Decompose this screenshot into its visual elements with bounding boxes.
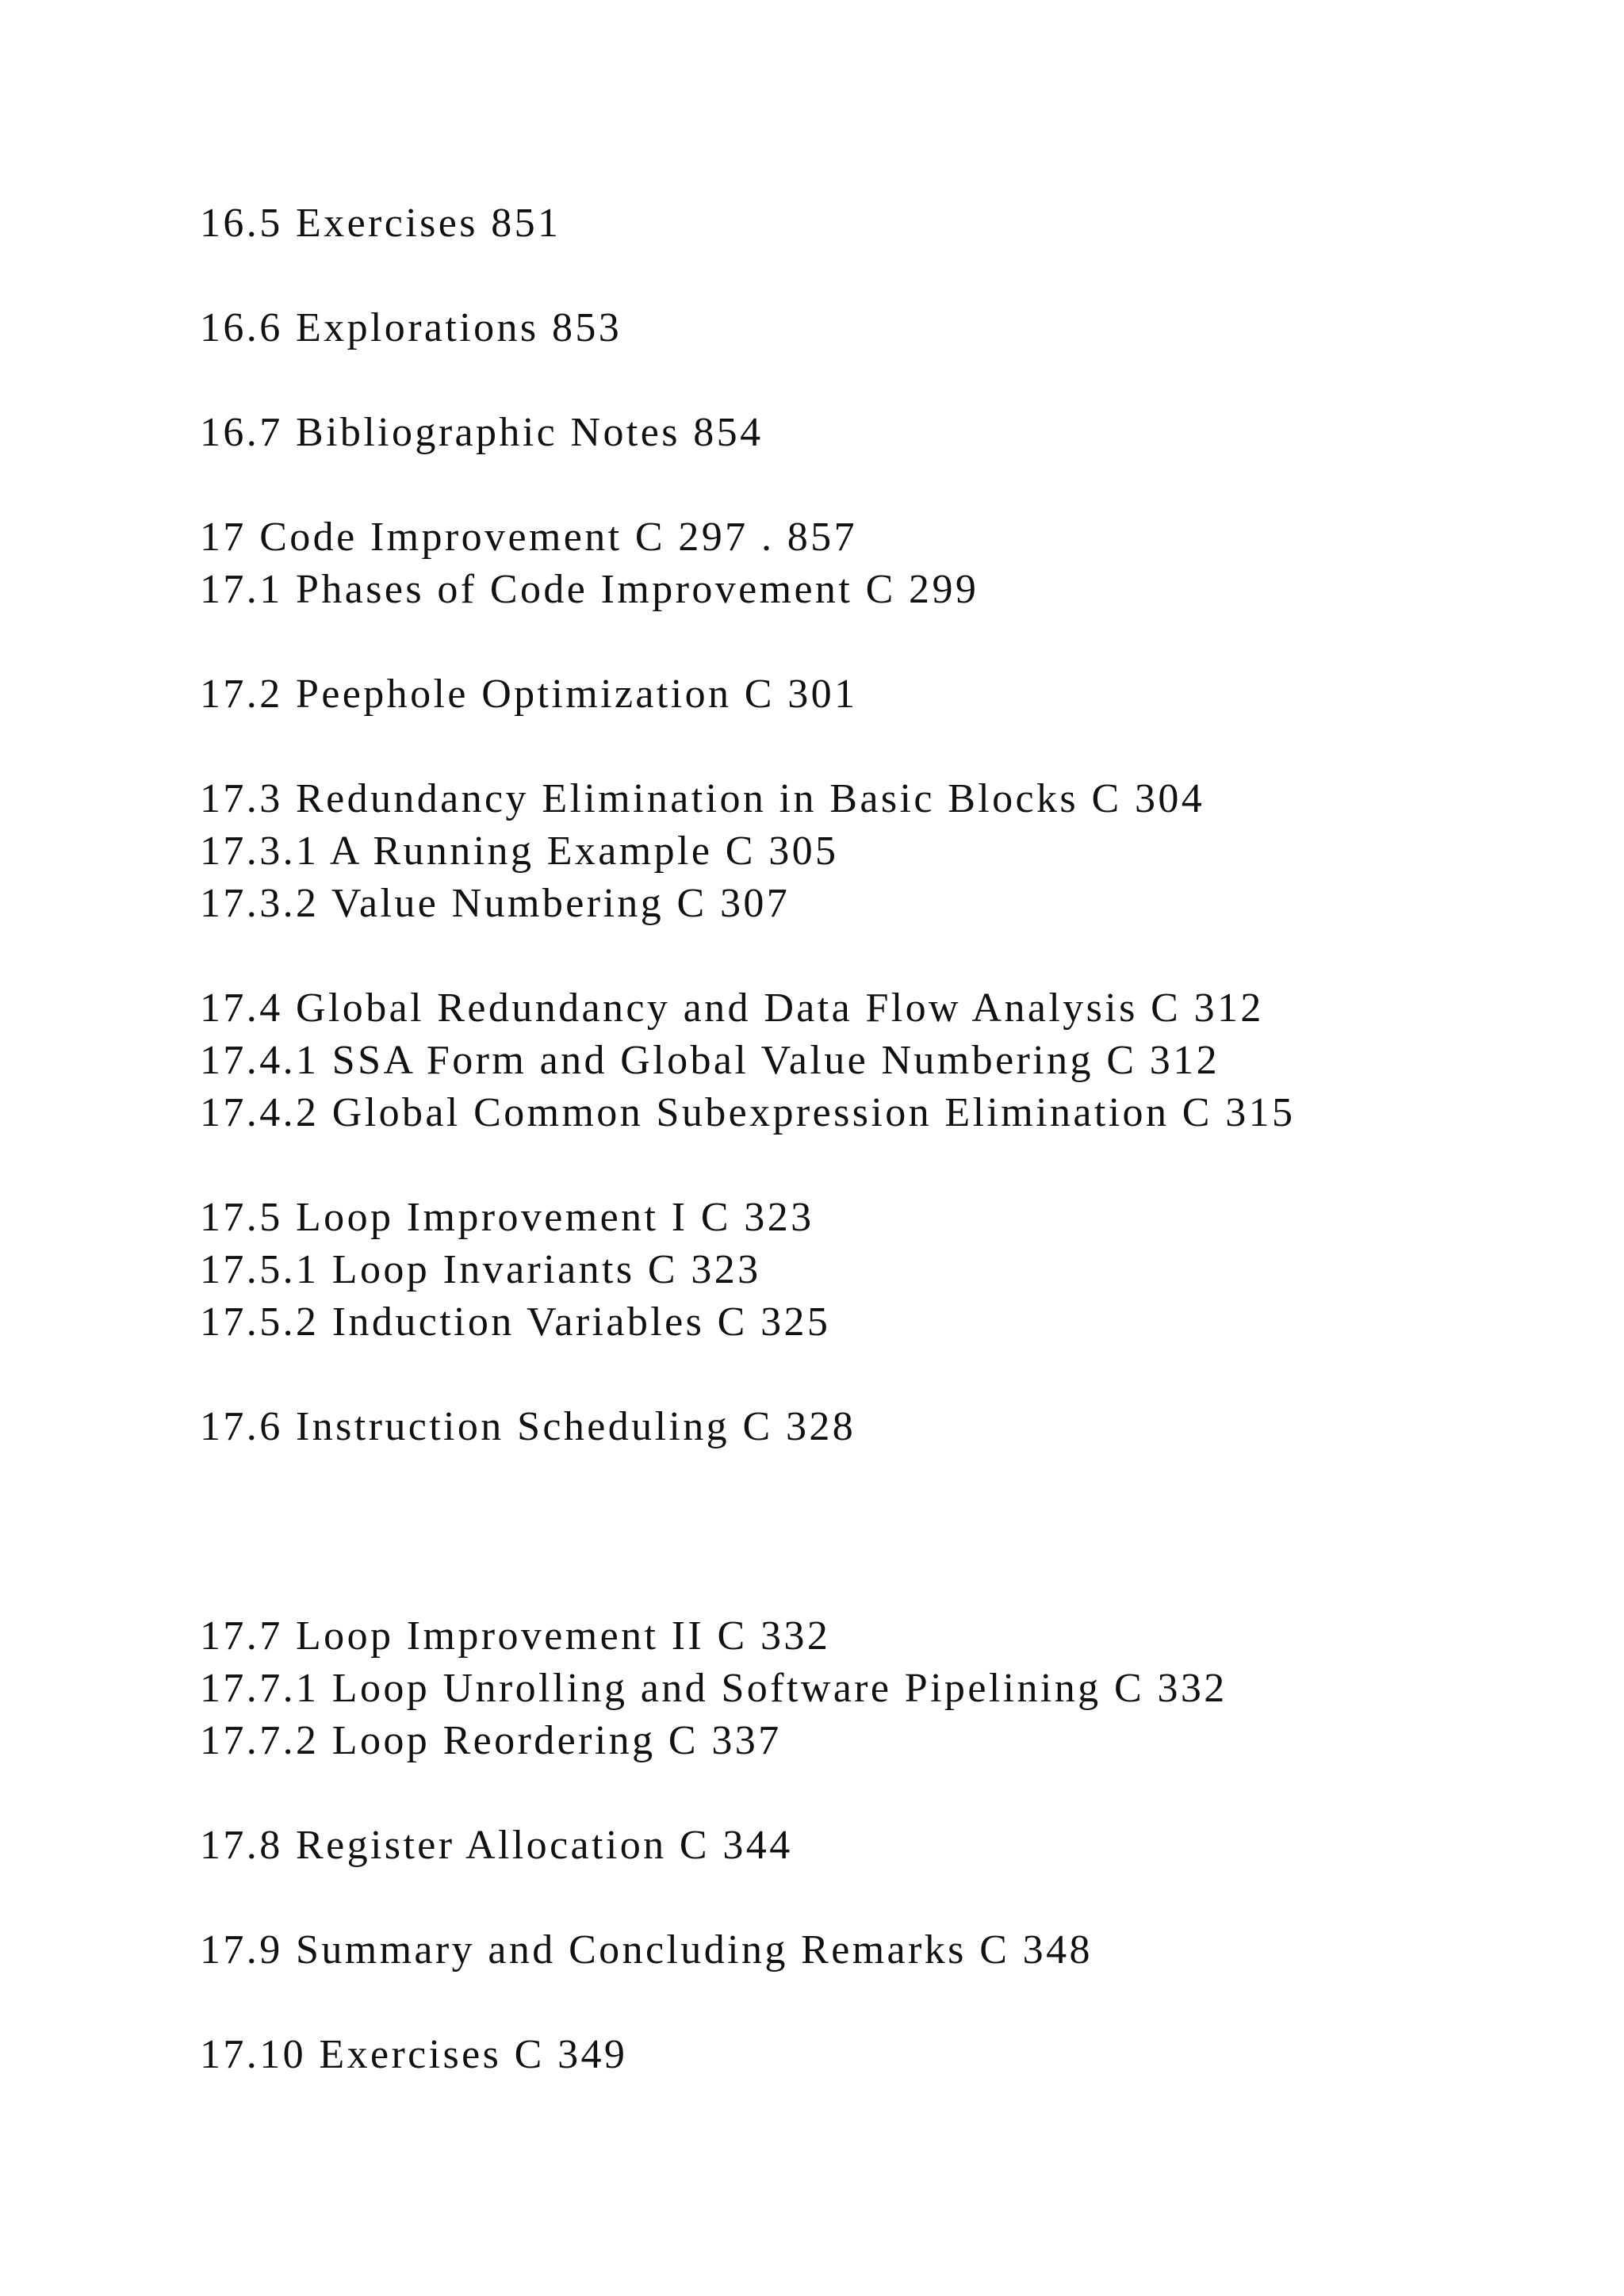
toc-entry-17: 17 Code Improvement C 297 . 857 xyxy=(200,515,857,560)
toc-entry-17-8: 17.8 Register Allocation C 344 xyxy=(200,1823,793,1868)
toc-entry-17-1: 17.1 Phases of Code Improvement C 299 xyxy=(200,567,979,612)
toc-entry-17-10: 17.10 Exercises C 349 xyxy=(200,2032,628,2077)
toc-entry-17-5-2: 17.5.2 Induction Variables C 325 xyxy=(200,1299,831,1345)
toc-entry-17-4-1: 17.4.1 SSA Form and Global Value Numbering C 312 xyxy=(200,1038,1220,1083)
toc-entry-16-6: 16.6 Explorations 853 xyxy=(200,305,622,350)
toc-entry-17-7-2: 17.7.2 Loop Reordering C 337 xyxy=(200,1718,782,1763)
toc-entry-16-7: 16.7 Bibliographic Notes 854 xyxy=(200,410,764,455)
toc-entry-17-4-2: 17.4.2 Global Common Subexpression Elimination C 315 xyxy=(200,1090,1296,1135)
toc-entry-17-6: 17.6 Instruction Scheduling C 328 xyxy=(200,1404,856,1449)
toc-entry-17-2: 17.2 Peephole Optimization C 301 xyxy=(200,672,858,717)
toc-entry-17-3-1: 17.3.1 A Running Example C 305 xyxy=(200,828,839,874)
toc-entry-17-3-2: 17.3.2 Value Numbering C 307 xyxy=(200,881,791,926)
toc-entry-17-7: 17.7 Loop Improvement II C 332 xyxy=(200,1613,831,1659)
toc-entry-16-5: 16.5 Exercises 851 xyxy=(200,201,561,246)
toc-entry-17-5: 17.5 Loop Improvement I C 323 xyxy=(200,1195,814,1240)
toc-entry-17-9: 17.9 Summary and Concluding Remarks C 348 xyxy=(200,1927,1093,1973)
toc-entry-17-4: 17.4 Global Redundancy and Data Flow Analysis C 312 xyxy=(200,985,1264,1031)
toc-entry-17-7-1: 17.7.1 Loop Unrolling and Software Pipelining C 332 xyxy=(200,1666,1228,1711)
toc-entry-17-5-1: 17.5.1 Loop Invariants C 323 xyxy=(200,1247,761,1292)
toc-entry-17-3: 17.3 Redundancy Elimination in Basic Blocks C 304 xyxy=(200,776,1205,821)
